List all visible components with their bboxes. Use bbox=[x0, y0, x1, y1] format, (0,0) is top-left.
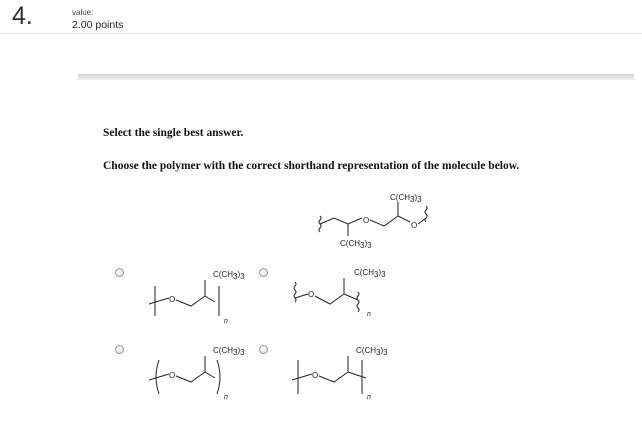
instruction-text: Select the single best answer. bbox=[103, 127, 244, 139]
backbone-bonds bbox=[176, 372, 205, 382]
oxygen-atom-1: O bbox=[363, 216, 370, 225]
option-b-radio[interactable] bbox=[259, 268, 268, 277]
repeat-n-label: n bbox=[367, 394, 371, 401]
backbone-bonds bbox=[319, 372, 348, 382]
bond-in bbox=[149, 374, 169, 380]
oxygen-atom-2: O bbox=[411, 221, 418, 230]
value-label: value: bbox=[72, 8, 94, 17]
wavy-bond-right bbox=[425, 206, 427, 222]
bond-out bbox=[348, 372, 366, 378]
repeat-n-label: n bbox=[224, 394, 228, 401]
option-d-structure bbox=[288, 338, 388, 408]
backbone-bonds bbox=[315, 294, 344, 304]
wavy-bond-left bbox=[294, 282, 296, 302]
option-a-radio[interactable] bbox=[115, 268, 124, 277]
question-number: 4. bbox=[12, 2, 33, 30]
option-d-radio[interactable] bbox=[259, 345, 268, 354]
bond-out bbox=[205, 372, 215, 378]
bond-in bbox=[295, 294, 308, 298]
oxygen-atom: O bbox=[169, 295, 176, 304]
option-c-radio[interactable] bbox=[115, 345, 124, 354]
substituent-label: C(CH3)3 bbox=[213, 270, 245, 281]
substituent-label: C(CH3)3 bbox=[356, 346, 388, 357]
substituent-label: C(CH3)3 bbox=[354, 268, 386, 279]
option-c-structure bbox=[145, 338, 245, 408]
repeat-n-label: n bbox=[367, 311, 371, 318]
option-a-structure bbox=[145, 262, 245, 332]
bond-out bbox=[205, 296, 215, 302]
wavy-bond-right bbox=[357, 292, 359, 312]
substituent-top: C(CH3)3 bbox=[390, 193, 422, 204]
backbone-bonds-3 bbox=[398, 216, 410, 222]
header-separator bbox=[0, 33, 642, 34]
bond-in bbox=[292, 374, 312, 380]
target-molecule-structure bbox=[312, 188, 442, 266]
oxygen-atom: O bbox=[308, 290, 315, 299]
oxygen-atom: O bbox=[312, 371, 319, 380]
paren-right bbox=[217, 360, 220, 394]
bond-in bbox=[149, 298, 169, 304]
repeat-n-label: n bbox=[224, 318, 228, 325]
points-value: 2.00 points bbox=[72, 19, 124, 31]
question-prompt: Choose the polymer with the correct shorthand representation of the molecule below. bbox=[103, 160, 520, 172]
backbone-bonds bbox=[320, 218, 362, 224]
backbone-bonds bbox=[176, 296, 205, 306]
option-b-structure bbox=[288, 262, 388, 332]
bond-out bbox=[344, 294, 358, 300]
backbone-bonds-2 bbox=[370, 216, 398, 226]
section-divider bbox=[78, 74, 634, 80]
substituent-label: C(CH3)3 bbox=[213, 346, 245, 357]
substituent-bottom: C(CH3)3 bbox=[340, 239, 372, 250]
oxygen-atom: O bbox=[169, 371, 176, 380]
